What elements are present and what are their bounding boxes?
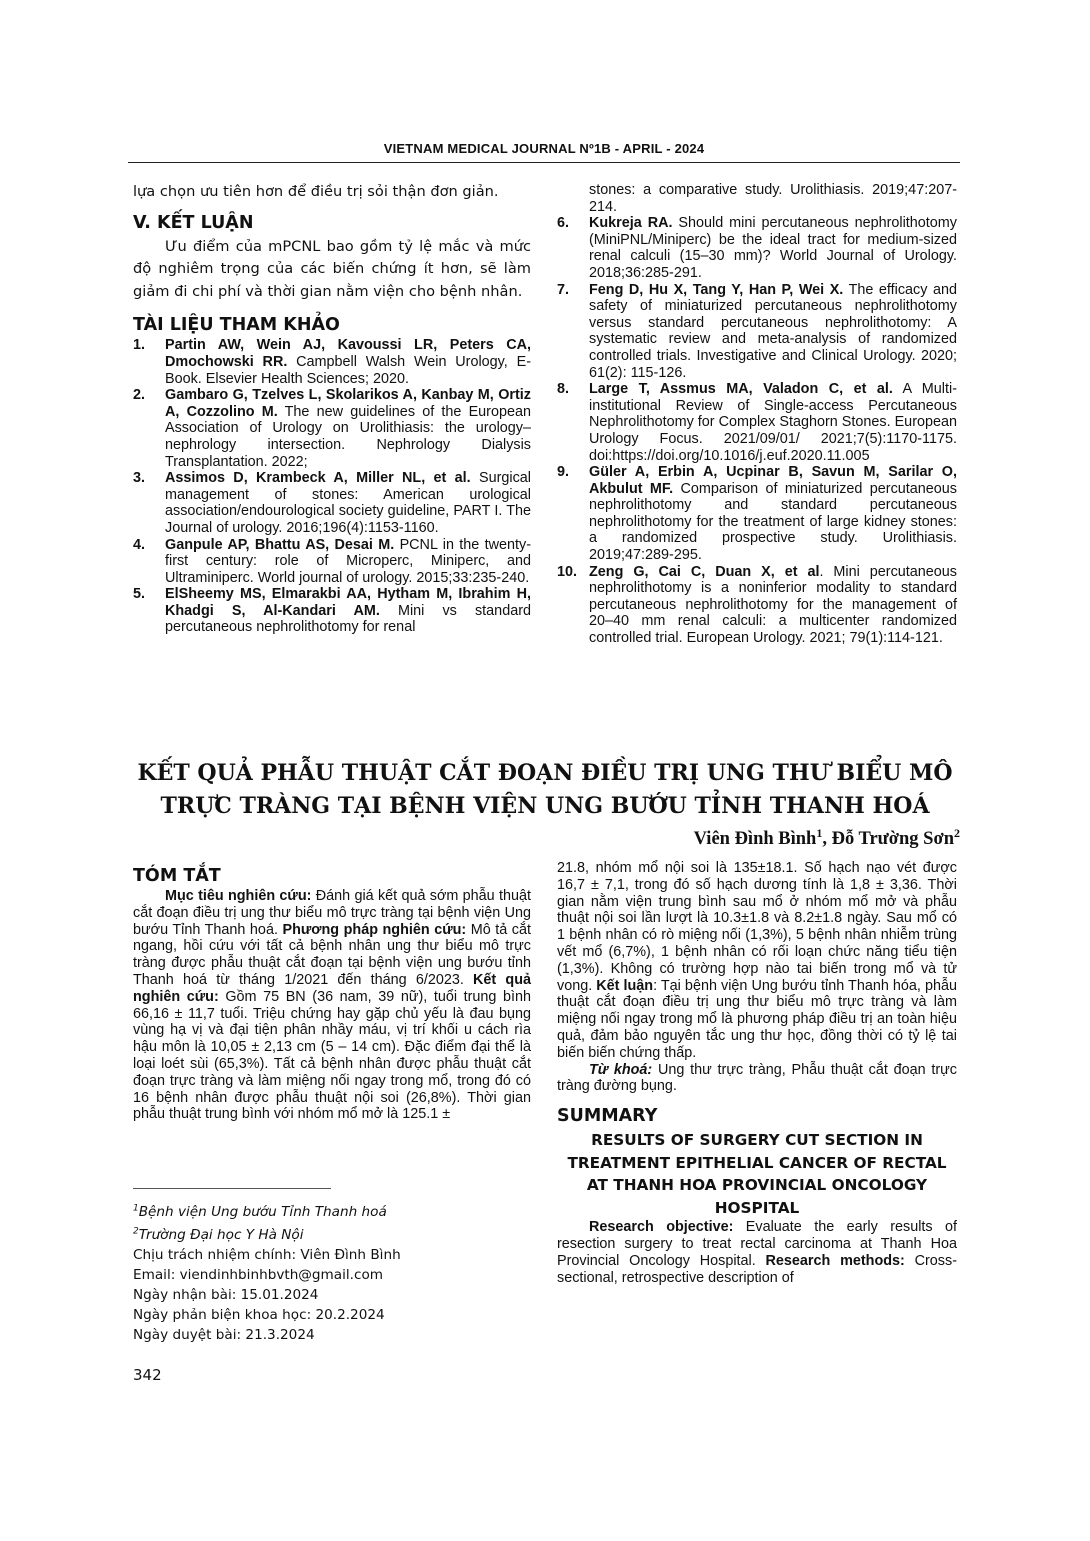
reference-text: The efficacy and safety of miniaturized percutaneous nephrolithotomy versus standard percutaneous nephrolithotomy: A systematic review and meta-analysis of randomized controlled trials. Investigative and Clinical Urology. 2020; 61(2): 115-126. — [589, 281, 957, 381]
keywords-label: Từ khoá: — [589, 1061, 653, 1078]
reference-text: Surgical management of stones: American urological association/endourological society guideline, PART I. The Journal of urology. 2016;196(4):1153-1160. — [165, 470, 531, 536]
reference-item — [133, 537, 531, 587]
reference-number: 8. — [557, 381, 570, 398]
summary-objective-label: Research objective: — [589, 1219, 734, 1236]
reference-authors: Güler A, Erbin A, Ucpinar B, Savun M, Sarilar O, Akbulut MF. — [589, 464, 957, 497]
reference-item — [133, 470, 531, 536]
author-1: Viên Đình Bình — [693, 829, 817, 850]
affiliation-1: $^1$Bệnh viện Ung bướu Tỉnh Thanh hoá — [133, 1203, 387, 1220]
references-right — [557, 215, 957, 646]
left-column-top — [133, 181, 531, 636]
ref5-continuation: stones: a comparative study. Urolithiasis. 2019;47:207-214. — [589, 182, 957, 215]
reference-authors: Gambaro G, Tzelves L, Skolarikos A, Kanbay M, Ortiz A, Cozzolino M. — [165, 387, 531, 420]
reference-number: 6. — [557, 215, 570, 232]
keywords: Từ khoá: Ung thư trực tràng, Phẫu thuật cắt đoạn trực tràng đường bụng. — [557, 1061, 957, 1095]
reference-text: Should mini percutaneous nephrolithotomy (MiniPNL/Miniperc) be the ideal tract for medium-sized renal calculi (15–30 mm)? World Journal of Urology. 2018;36:285-291. — [589, 215, 957, 281]
reference-authors: Partin AW, Wein AJ, Kavoussi LR, Peters CA, Dmochowski RR. — [165, 337, 531, 370]
objective-label: Mục tiêu nghiên cứu: — [165, 888, 312, 904]
reference-item — [557, 282, 957, 382]
reference-item — [557, 381, 957, 464]
summary-heading: SUMMARY — [557, 1106, 658, 1127]
abstract-results-continued: 21.8, nhóm mổ nội soi là 135±18.1. Số hạch nạo vét được 16,7 ± 7,1, trong đó số hạch dương tính là 1,8 ± 3,36. Thời gian nằm viện trung bình sau mổ ở nhóm mổ mở và phẫu thuật nội soi lần lượt là 10.3±1.8 và 8.2±1.8 ngày. Sau mổ có 1 bệnh nhân có rò miệng nối (1,3%), 5 bệnh nhân nhiễm trùng vết mổ (6,7%), 1 bệnh nhân có rối loạn chức năng tiểu tiện (1,3%). Không có trường hợp nào tai biến trong mổ và tử vong. Kết luận: Tại bệnh viện Ung bướu tỉnh Thanh hóa, phẫu thuật cắt đoạn điều trị ung thư biểu mô trực tràng và làm miệng nối ngay trong mổ là phương pháp điều trị an toàn hiệu quả, đảm bảo nguyên tắc ung thư học, đồng thời có tỷ lệ tai biến biến chứng thấp. — [557, 860, 957, 1061]
conclusion-text: Ưu điểm của mPCNL bao gồm tỷ lệ mắc và mức độ nghiêm trọng của các biến chứng ít hơn, sẽ làm giảm đi chi phí và thời gian nằm viện cho bệnh nhân. — [133, 237, 531, 300]
reference-text: PCNL in the twenty-first century: role of Microperc, Miniperc, and Ultraminiperc. World journal of urology. 2015;33:235-240. — [165, 536, 532, 586]
reference-item — [133, 586, 531, 636]
reference-authors: Feng D, Hu X, Tang Y, Han P, Wei X. — [589, 281, 844, 298]
reference-number: 2. — [133, 387, 146, 404]
references-left — [133, 337, 531, 636]
conclusion-label: Kết luận — [596, 977, 654, 994]
reference-text: . Mini percutaneous nephrolithotomy is a noninferior modality to standard percutaneous nephrolithotomy for the management of 20–40 mm renal calculi: a multicenter randomized controlled trial. European Urology. 2021; 79(1):114-121. — [589, 563, 957, 647]
reference-item — [557, 564, 957, 647]
results-label: Kết quả nghiên cứu: — [133, 971, 531, 1005]
reference-authors: ElSheemy MS, Elmarakbi AA, Hytham M, Ibrahim H, Khadgi S, Al-Kandari AM. — [165, 586, 531, 619]
footnotes — [133, 1199, 531, 1345]
affiliation-2: $^2$Trường Đại học Y Hà Nội — [133, 1226, 304, 1243]
methods-label: Phương pháp nghiên cứu: — [282, 921, 467, 938]
intro-line: lựa chọn ưu tiên hơn để điều trị sỏi thận đơn giản. — [133, 183, 499, 200]
authors — [560, 826, 960, 850]
reference-number: 3. — [133, 470, 146, 487]
reference-item — [133, 337, 531, 387]
conclusion-heading: V. KẾT LUẬN — [133, 212, 254, 233]
reference-authors: Assimos D, Krambeck A, Miller NL, et al. — [165, 470, 471, 487]
reference-text: The new guidelines of the European Association of Urology on Urolithiasis: the urology–nephrology intersection. Nephrology Dialysis Transplantation. 2022; — [165, 403, 531, 470]
abstract-left — [133, 866, 531, 1123]
reference-authors: Zeng G, Cai C, Duan X, et al — [589, 563, 820, 580]
received-date: Ngày nhận bài: 15.01.2024 — [133, 1286, 319, 1303]
reference-number: 4. — [133, 536, 146, 553]
footnote-rule — [133, 1188, 331, 1189]
reference-text: Campbell Walsh Wein Urology, E-Book. Elsevier Health Sciences; 2020. — [165, 353, 531, 387]
reference-authors: Ganpule AP, Bhattu AS, Desai M. — [165, 536, 395, 553]
responsible-author: Chịu trách nhiệm chính: Viên Đình Bình — [133, 1246, 401, 1263]
author-2-affiliation: 2 — [954, 826, 960, 840]
journal-header: VIETNAM MEDICAL JOURNAL Nº1B - APRIL - 2024 — [383, 141, 705, 156]
references-heading: TÀI LIỆU THAM KHẢO — [133, 315, 340, 336]
review-date: Ngày phản biện khoa học: 20.2.2024 — [133, 1306, 385, 1323]
reference-text: A Multi-institutional Review of Single-access Percutaneous Nephrolithotomy for Complex Staghorn Stones. European Urology Focus. 2021/09/01/ 2021;7(5):1170-1175. doi:https://doi.org/10.1016/j.euf.2020.11.005 — [589, 381, 957, 464]
abstract-heading: TÓM TẮT — [133, 866, 221, 886]
article-title — [130, 757, 960, 823]
reference-item — [133, 387, 531, 470]
reference-text: Mini vs standard percutaneous nephrolithotomy for renal — [165, 602, 531, 636]
right-column-top — [557, 182, 957, 647]
author-1-affiliation: 1 — [816, 826, 823, 840]
summary-methods-label: Research methods: — [765, 1252, 905, 1269]
summary-title: RESULTS OF SURGERY CUT SECTION IN TREATMENT EPITHELIAL CANCER OF RECTAL AT THANH HOA PROVINCIAL ONCOLOGY HOSPITAL — [567, 1131, 947, 1217]
reference-item — [557, 464, 957, 564]
title-line-1: KẾT QUẢ PHẪU THUẬT CẮT ĐOẠN ĐIỀU TRỊ UNG THƯ BIỂU MÔ — [137, 760, 953, 786]
title-line-2: TRỰC TRÀNG TẠI BỆNH VIỆN UNG BƯỚU TỈNH THANH HOÁ — [160, 793, 930, 819]
page-number: 342 — [133, 1366, 162, 1384]
reference-authors: Large T, Assmus MA, Valadon C, et al. — [589, 381, 893, 398]
author-separator: , — [822, 829, 832, 850]
abstract-body: Mục tiêu nghiên cứu: Đánh giá kết quả sớm phẫu thuật cắt đoạn điều trị ung thư biểu mô trực tràng tại bệnh viện Ung bướu Tỉnh Thanh hoá. Phương pháp nghiên cứu: Mô tả cắt ngang, hồi cứu với tất cả bệnh nhân ung thư biểu mô trực tràng được phẫu thuật cắt đoạn tại bệnh viện ung bướu tỉnh Thanh hoá từ tháng 1/2021 đến tháng 6/2023. Kết quả nghiên cứu: Gồm 75 BN (36 nam, 39 nữ), tuổi trung bình 66,16 ± 11,7 tuổi. Triệu chứng hay gặp chủ yếu là đau bụng vùng hạ vị và đại tiện phân nhầy máu, vị trí khối u cách rìa hậu môn là 10,05 ± 2,13 cm (5 – 14 cm). Đặc điểm đại thể là loại loét sùi (65,3%). Tất cả bệnh nhân được phẫu thuật cắt đoạn trực tràng và làm miệng nối ngay trong mổ, trong đó có 16 bệnh nhân được phẫu thuật nội soi (26,8%). Thời gian phẫu thuật trung bình với nhóm mổ mở là 125.1 ± — [133, 888, 532, 1123]
reference-text: Comparison of miniaturized percutaneous nephrolithotomy and standard percutaneous nephrolithotomy for the treatment of large kidney stones: a randomized prospective study. Urolithiasis. 2019;47:289-295. — [589, 480, 957, 564]
author-2: Đỗ Trường Sơn — [831, 829, 954, 850]
reference-number: 1. — [133, 337, 146, 354]
reference-number: 5. — [133, 586, 146, 603]
header-rule — [128, 162, 960, 163]
accepted-date: Ngày duyệt bài: 21.3.2024 — [133, 1326, 315, 1343]
reference-authors: Kukreja RA. — [589, 215, 673, 232]
abstract-right — [557, 860, 957, 1286]
summary-body: Research objective: Evaluate the early results of resection surgery to treat rectal carcinoma at Thanh Hoa Provincial Oncology Hospital. Research methods: Cross-sectional, retrospective description of — [557, 1219, 957, 1286]
contact-email: Email: viendinhbinhbvth@gmail.com — [133, 1266, 384, 1283]
reference-number: 10. — [557, 563, 578, 580]
reference-number: 7. — [557, 281, 570, 298]
reference-number: 9. — [557, 464, 570, 481]
reference-item — [557, 215, 957, 281]
